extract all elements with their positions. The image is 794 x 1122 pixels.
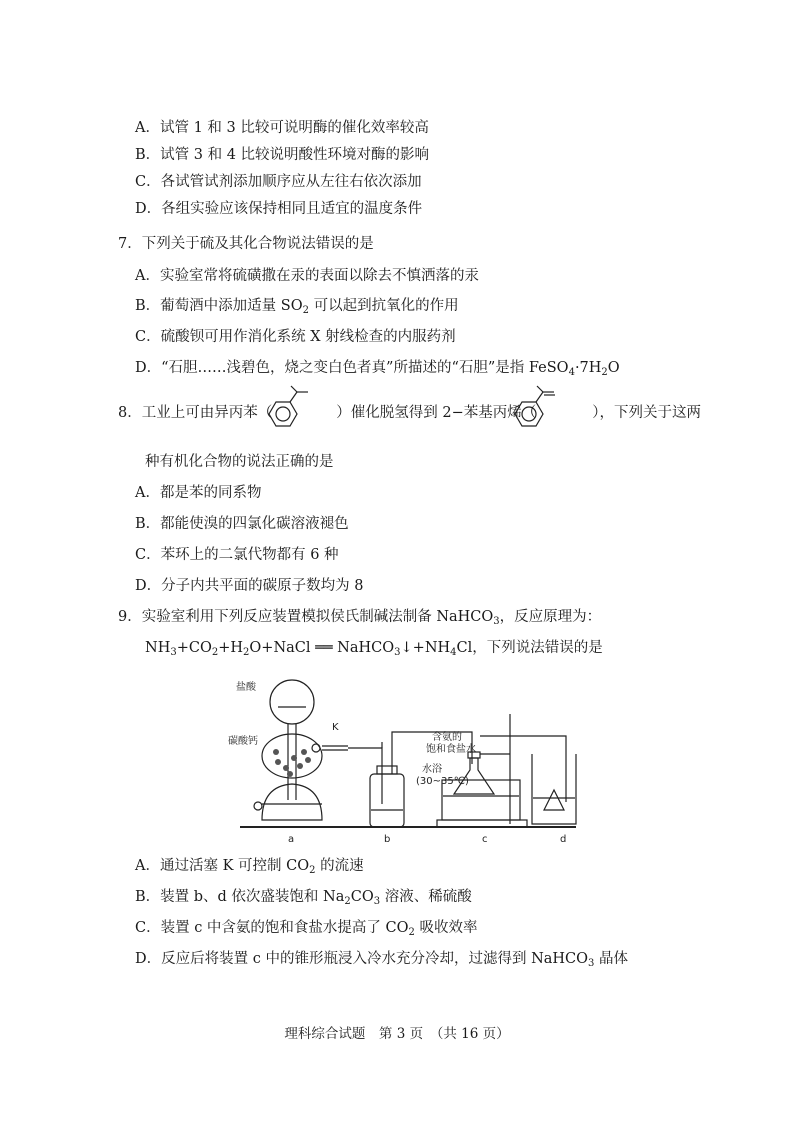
label-water-2: (30~35℃)	[416, 776, 469, 787]
q9-option-c: C．装置 c 中含氨的饱和食盐水提高了 $CO_2$ 吸收效率	[135, 920, 478, 938]
q8-stem-line1: 8．工业上可由异丙苯（ ）催化脱氢得到 2−苯基丙烯（ ），下列关于这两	[118, 405, 701, 421]
q9-stem: 9．实验室利用下列反应装置模拟侯氏制碱法制备 NaHCO$_3$，反应原理为：	[118, 609, 602, 627]
q8-option-a: A．都是苯的同系物	[135, 485, 262, 501]
tag-b: b	[384, 834, 391, 845]
q8-option-c: C．苯环上的二氯代物都有 6 种	[135, 547, 339, 563]
q9-equation: $NH_3+CO_2+H_2O+NaCl$ ══ $NaHCO_3↓+NH_4Cl$，下列说法错误的是	[145, 640, 603, 658]
q9-option-b: B．装置 b、d 依次盛装饱和 $Na_2CO_3$ 溶液、稀硫酸	[135, 889, 472, 907]
tag-a: a	[288, 834, 295, 845]
q7-stem: 7．下列关于硫及其化合物说法错误的是	[118, 236, 374, 252]
q7-option-b: B．葡萄酒中添加适量 $SO_2$ 可以起到抗氧化的作用	[135, 298, 459, 316]
q8-option-b: B．都能使溴的四氯化碳溶液褪色	[135, 516, 349, 532]
q8-stem-line2: 种有机化合物的说法正确的是	[145, 454, 334, 470]
q6-option-c: C．各试管试剂添加顺序应从左往右依次添加	[135, 174, 422, 190]
q7-option-a: A．实验室常将硫磺撒在汞的表面以除去不慎洒落的汞	[135, 268, 479, 284]
apparatus-figure	[228, 674, 584, 850]
label-brine-2: 饱和食盐水	[426, 744, 476, 755]
phenylpropene-structure	[508, 388, 568, 438]
q8-option-d: D．分子内共平面的碳原子数均为 8	[135, 578, 364, 594]
page-footer: 理科综合试题 第 3 页 （共 16 页）	[284, 1026, 510, 1042]
label-caco3: 碳酸钙	[228, 736, 258, 747]
q7-option-c: C．硫酸钡可用作消化系统 X 射线检查的内服药剂	[135, 329, 456, 345]
tag-c: c	[482, 834, 488, 845]
q6-option-b: B．试管 3 和 4 比较说明酸性环境对酶的影响	[135, 147, 430, 163]
q6-option-d: D．各组实验应该保持相同且适宜的温度条件	[135, 201, 423, 217]
label-hcl: 盐酸	[236, 682, 256, 693]
q9-option-a: A．通过活塞 K 可控制 $CO_2$ 的流速	[135, 858, 364, 876]
q9-option-d: D．反应后将装置 c 中的锥形瓶浸入冷水充分冷却，过滤得到 NaHCO$_3$ 晶体	[135, 951, 629, 969]
label-water-1: 水浴	[422, 764, 442, 775]
q7-option-d: D．“石胆……浅碧色，烧之变白色者真”所描述的“石胆”是指 $FeSO_4\cdot 7H_2O$	[135, 360, 620, 378]
tag-d: d	[560, 834, 567, 845]
isopropylbenzene-structure	[258, 388, 320, 438]
label-brine-1: 含氨的	[432, 732, 462, 743]
q6-option-a: A．试管 1 和 3 比较可说明酶的催化效率较高	[135, 120, 429, 136]
label-k: K	[332, 722, 339, 733]
